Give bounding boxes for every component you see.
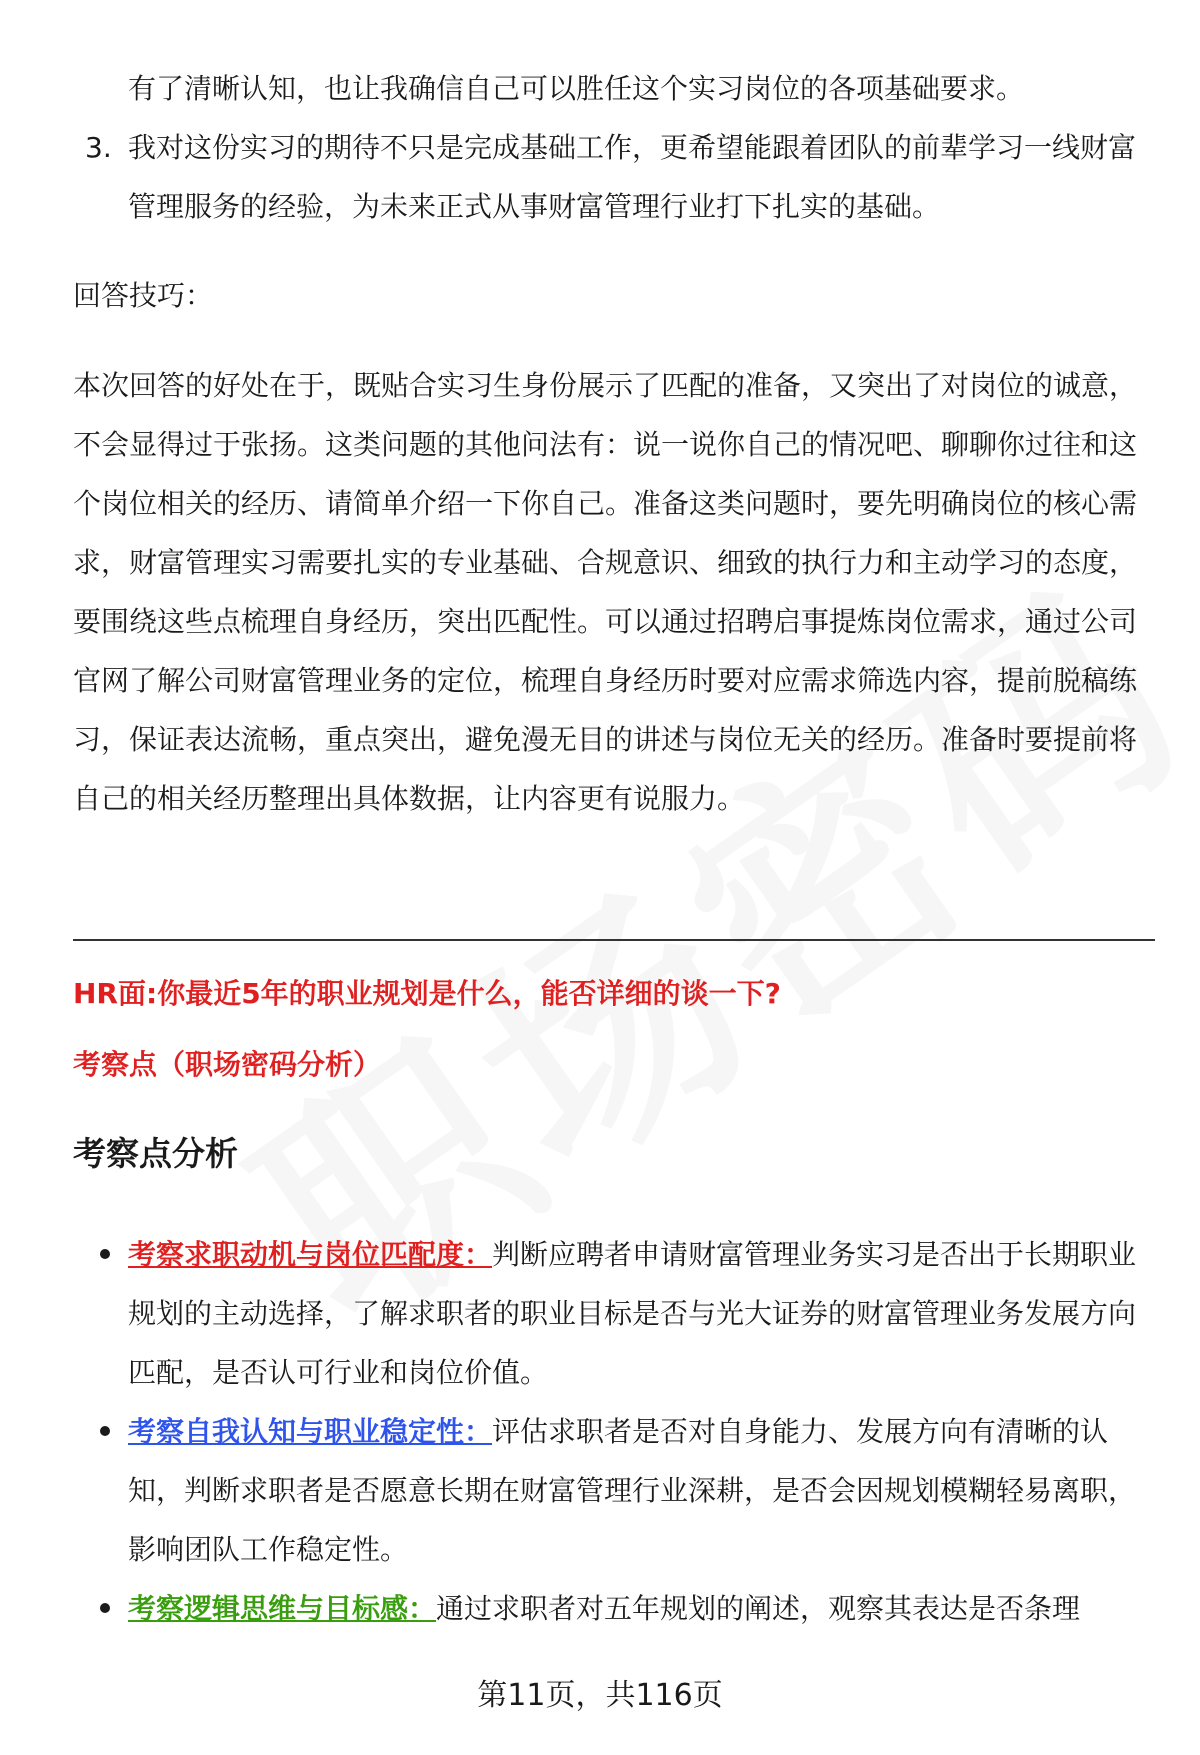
list-item-text: 我对这份实习的期待不只是完成基础工作，更希望能跟着团队的前辈学习一线财富管理服务的经验，为未来正式从事财富管理行业打下扎实的基础。 (128, 131, 1137, 223)
bullet-dot (100, 1603, 110, 1613)
bullet-dot (100, 1249, 110, 1259)
continuation-paragraph: 有了清晰认知，也让我确信自己可以胜任这个实习岗位的各项基础要求。 (128, 72, 1025, 105)
bullet-text: 通过求职者对五年规划的阐述，观察其表达是否条理 (436, 1592, 1081, 1625)
list-item (73, 118, 1153, 236)
tips-label: 回答技巧： (73, 279, 214, 312)
page-number: 第11页，共116页 (477, 1678, 723, 1713)
tips-paragraph: 本次回答的好处在于，既贴合实习生身份展示了匹配的准备，又突出了对岗位的诚意，不会显得过于张扬。这类问题的其他问法有：说一说你自己的情况吧、聊聊你过往和这个岗位相关的经历、请简单介绍一下你自己。准备这类问题时，要先明确岗位的核心需求，财富管理实习需要扎实的专业基础、合规意识、细致的执行力和主动学习的态度，要围绕这些点梳理自身经历，突出匹配性。可以通过招聘启事提炼岗位需求，通过公司官网了解公司财富管理业务的定位，梳理自身经历时要对应需求筛选内容，提前脱稿练习，保证表达流畅，重点突出，避免漫无目的讲述与岗位无关的经历。准备时要提前将自己的相关经历整理出具体数据，让内容更有说服力。 (73, 369, 1138, 815)
divider (73, 939, 1155, 941)
bullet-item (73, 1579, 1153, 1638)
bullet-body (128, 1225, 1153, 1402)
list-marker: 3. (85, 131, 112, 164)
bullet-label: 考察求职动机与岗位匹配度： (128, 1238, 493, 1271)
bullet-body (128, 1579, 1153, 1638)
bullet-item (73, 1402, 1153, 1579)
bullet-item (73, 1225, 1153, 1402)
bullet-body (128, 1402, 1153, 1579)
bullet-label: 考察自我认知与职业稳定性： (128, 1415, 493, 1448)
bullet-text: 评估求职者是否对自身能力、发展方向有清晰的认知，判断求职者是否愿意长期在财富管理行业深耕，是否会因规划模糊轻易离职，影响团队工作稳定性。 (128, 1415, 1137, 1566)
bullet-text: 判断应聘者申请财富管理业务实习是否出于长期职业规划的主动选择，了解求职者的职业目标是否与光大证券的财富管理业务发展方向匹配，是否认可行业和岗位价值。 (128, 1238, 1137, 1389)
bullet-label: 考察逻辑思维与目标感： (128, 1592, 437, 1625)
interview-question: HR面:你最近5年的职业规划是什么，能否详细的谈一下? (73, 977, 781, 1010)
analysis-title: 考察点分析 (73, 1134, 238, 1173)
exam-point-label: 考察点（职场密码分析） (73, 1048, 382, 1081)
bullet-dot (100, 1426, 110, 1436)
